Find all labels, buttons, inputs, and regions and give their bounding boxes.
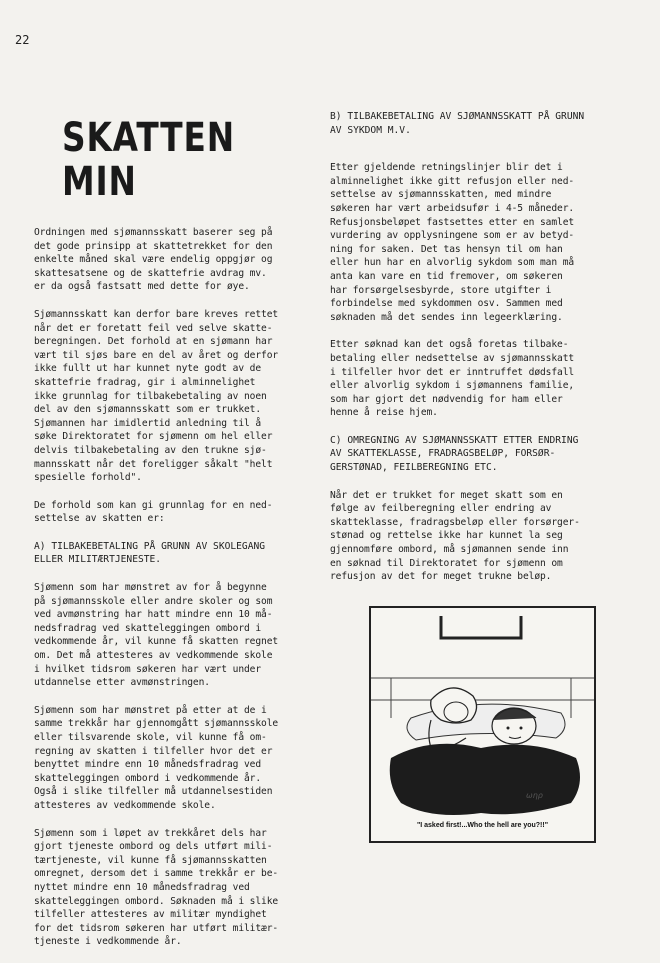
cartoon-drawing [371,608,594,841]
page-title: SKATTEN MIN [62,115,235,205]
paragraph: Sjømenn som har mønstret av for å begynne på sjømannsskole eller andre skoler og som ved avmønstring har hatt mindre enn 10 må- nedsfradrag ved skatteleggingen ombord i vedkommende år, vil kunne få skatten regnet om. Det må attesteres av vedkommende skole i hvilket tidsrom søkeren har vært under utdannelse etter avmønstringen. [34,582,279,689]
cartoon-caption: "I asked first!...Who the hell are you?!!" [416,822,549,829]
section-heading-a: A) TILBAKEBETALING PÅ GRUNN AV SKOLEGANG ELLER MILITÆRTJENESTE. [34,540,266,566]
paragraph: Sjømannsskatt kan derfor bare kreves rettet når det er foretatt feil ved selve skatte- beregningen. Det forhold at en sjømann har vært til sjøs bare en del av året og derfor ikke fullt ut har kunnet nyte godt av de skattefrie fradrag, gir i alminnelighet ikke grunnlag for tilbakebetaling av noen del av den sjømannsskatt som er trukket. Sjømannen har imidlertid anledning til å søke Direktoratet for sjømenn om hel eller delvis tilbakebetaling av den trukne sjø- mannsskatt når det foreligger såkalt "helt spesielle forhold". [34,308,279,484]
page-number: 22 [15,33,30,47]
paragraph: Etter søknad kan det også foretas tilbake- betaling eller nedsettelse av sjømannsskatt i tilfeller hvor det er inntruffet dødsfall eller alvorlig sykdom i sjømannens familie, som har gjort det nødvendig for ham eller henne å reise hjem. [330,339,575,419]
svg-text:ωηρ: ωηρ [526,791,543,800]
section-heading-b: B) TILBAKEBETALING AV SJØMANNSSKATT PÅ GRUNN AV SYKDOM M.V. [330,111,585,136]
left-column [34,110,312,963]
paragraph: De forhold som kan gi grunnlag for en ned- settelse av skatten er: [34,499,273,525]
section-heading-c: C) OMREGNING AV SJØMANNSSKATT ETTER ENDRING AV SKATTEKLASSE, FRADRAGSBELØP, FORSØR- GERSTØNAD, FEILBEREGNING ETC. [330,434,579,474]
right-column [330,110,630,598]
paragraph: Sjømenn som i løpet av trekkåret dels har gjort tjeneste ombord og dels utført mili- tærtjeneste, vil kunne få sjømannsskatten omregnet, dersom det i samme trekkår er be- nyttet mindre enn 10 månedsfradrag ved skatteleggingen ombord. Søknaden må i slike tilfeller attesteres av militær myndighet for det tidsrom søkeren har utført militær- tjeneste i vedkommende år. [34,827,279,948]
paragraph: Etter gjeldende retningslinjer blir det i alminnelighet ikke gitt refusjon eller ned- settelse av sjømannsskatten, med mindre søkeren har vært arbeidsufør i 4-5 måneder. Refusjonsbeløpet fastsettes etter en samlet vurdering av opplysningene som er av betyd- ning for saken. Det tas hensyn til om han eller hun har en alvorlig sykdom som man må anta kan vare en tid fremover, om søkeren har forsørgelsesbyrde, store utgifter i forbindelse med sykdommen osv. Sammen med søknaden må det sendes inn legeerklæring. [330,162,575,323]
intro-paragraph: Ordningen med sjømannsskatt baserer seg på det gode prinsipp at skattetrekket for den enkelte måned skal være endelig oppgjør og skattesatsene og de skattefrie avdrag mv. er da også fastsatt med dette for øye. [34,227,273,293]
paragraph: Når det er trukket for meget skatt som en følge av feilberegning eller endring av skatteklasse, fradragsbeløp eller forsørger- stønad og rettelse ikke har kunnet la seg gjennomføre ombord, må sjømannen sende inn en søknad til Direktoratet for sjømenn om refusjon av det for meget trukne beløp. [330,489,580,583]
paragraph: Sjømenn som har mønstret på etter at de i samme trekkår har gjennomgått sjømannsskole eller tilsvarende skole, vil kunne få om- regning av skatten i tilfeller hvor det er benyttet mindre enn 10 månedsfradrag ved skatteleggingen ombord i vedkommende år. Også i slike tilfeller må utdannelsestiden attesteres av vedkommende skole. [34,704,279,811]
cartoon-illustration [369,606,596,843]
